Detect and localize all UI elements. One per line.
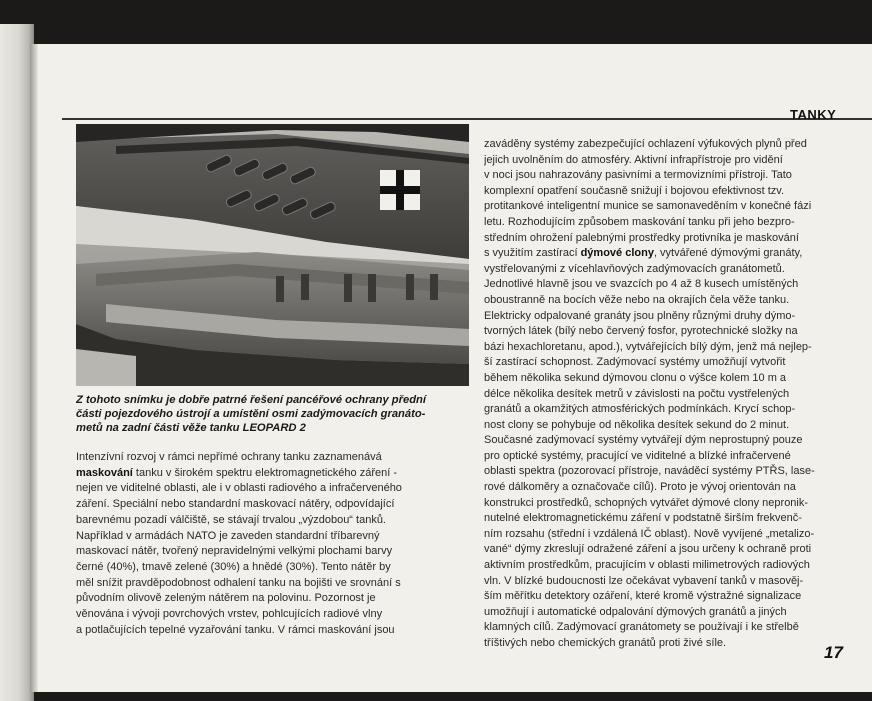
- text-line: nost clony se pohybuje od několika desítek sekund do 2 minut.: [484, 418, 790, 431]
- text-line: pro optické systémy, pracující ve viditelné a blízké infračervené: [484, 449, 791, 462]
- text-line: bázi hexachloretanu, apod.), vytvářejících bílý dým, jenž má nejlep-: [484, 340, 812, 353]
- text-line: umožňují i automatické odpalování dýmových granátů a jiných: [484, 605, 787, 618]
- highlighted-term: maskování: [76, 466, 133, 479]
- text-line: Jednotlivé hlavně jsou ve svazcích po 4 až 8 kusech umístěných: [484, 278, 799, 291]
- iron-cross-emblem: [380, 170, 420, 210]
- text-line: Například v armádách NATO je zaveden standardní tříbarevný: [76, 529, 380, 542]
- text-line: délce několika desítek metrů v závislosti na počtu vystřelených: [484, 387, 790, 400]
- text-line: rové dálkoměry a označovače cílů). Proto je vývoj orientován na: [484, 481, 796, 494]
- text-line: ší zastírací schopnost. Zadýmovací systémy umožňují vytvořit: [484, 356, 786, 369]
- text-line: oblasti spektra (pozorovací přístroje, naváděcí systémy PTŘS, lase-: [484, 465, 815, 478]
- book-binding: [0, 24, 34, 701]
- page-number: 17: [824, 643, 843, 662]
- text-line: záření. Speciální nebo standardní maskovací nátěry, odpovídající: [76, 498, 395, 511]
- text-line: vystřelovanými z vícehlavňových zadýmovacích granátometů.: [484, 262, 785, 275]
- text-line: Současné zadýmovací systémy vytvářejí dým neprostupný pouze: [484, 434, 803, 447]
- tank-photo: [76, 124, 469, 386]
- text-line: konstrukci prostředků, schopných vytvářet dýmové clony nepronik-: [484, 496, 809, 509]
- text-line: ším měřítku detektory ozáření, které kromě výstražné signalizace: [484, 590, 802, 603]
- caption-line: Z tohoto snímku je dobře patrné řešení pancéřové ochrany přední: [76, 394, 426, 406]
- left-column-text: [76, 450, 471, 638]
- text-line: černé (40%), tmavě zelené (30%) a hnědé (30%). Tento nátěr by: [76, 560, 391, 573]
- page-gutter: [30, 44, 38, 692]
- text-line: tvorných látek (bílý nebo červený fosfor, pyrotechnické složky na: [484, 325, 798, 338]
- text-line: vln. V blízké budoucnosti lze očekávat vybavení tanků v masověj-: [484, 574, 804, 587]
- text-line: středním ohrožení palebnými prostředky protivníka je maskování: [484, 231, 799, 244]
- text-line: během několika sekund dýmovou clonu o výšce kolem 10 m a: [484, 371, 787, 384]
- text-line: ním rozsahu (střední i vzdálená IČ oblast). Nově vyvíjené „metalizo-: [484, 527, 815, 540]
- text-line: maskovací nátěr, tvořený nepravidelnými velkými plochami barvy: [76, 545, 393, 558]
- text-line: komplexní opatření současně snižují i bojovou efektivnost tzv.: [484, 184, 785, 197]
- text-line: aktivním prostředkům, pracujícím v oblasti milimetrových radiových: [484, 559, 810, 572]
- text-line: barevnému pozadí válčiště, se stávají trvalou „výzdobou“ tanků.: [76, 513, 386, 526]
- text-line: Elektricky odpalované granáty jsou plněny různými druhy dýmo-: [484, 309, 796, 322]
- text-line: nutelné elektromagnetickému záření v podstatně širším frekvenč-: [484, 512, 802, 525]
- text-line: oboustranně na bocích věže nebo na okrajích čela věže tanku.: [484, 293, 790, 306]
- caption-line: metů na zadní části věže tanku LEOPARD 2: [76, 422, 306, 434]
- text-line: tříštivých nebo chemických granátů proti živé síle.: [484, 637, 727, 649]
- text-line: v noci jsou nahrazovány pasivními a termovizními přístroji. Tato: [484, 169, 792, 182]
- text-line: věnována i vývoji povrchových vrstev, pohlcujících radiové vlny: [76, 608, 383, 621]
- header-rule: [62, 118, 872, 120]
- text-line: měl snížit pravděpodobnost odhalení tanku na bojišti ve srovnání s: [76, 576, 401, 589]
- text-line: a potlačujících tepelné vyzařování tanku. V rámci maskování jsou: [76, 623, 395, 636]
- right-column-text: [484, 137, 860, 652]
- text-line: maskování tanku v širokém spektru elektromagnetického záření -: [76, 466, 397, 479]
- text-line: klamných cílů. Zadýmovací granátomety se používají i ke střelbě: [484, 621, 799, 634]
- text-line: jejich uvolněním do atmosféry. Aktivní infrapřístroje pro vidění: [484, 153, 783, 166]
- caption-line: části pojezdového ústrojí a umístění osmi zadýmovacích granáto-: [76, 408, 426, 420]
- text-line: původním olivově zeleným nátěrem na polovinu. Pozornost je: [76, 592, 376, 605]
- text-line: letu. Rozhodujícím způsobem maskování tanku při jeho bezpro-: [484, 215, 795, 228]
- text-line: s využitím zastírací dýmové clony, vytvářené dýmovými granáty,: [484, 247, 803, 260]
- photo-caption: [76, 393, 471, 435]
- highlighted-term: dýmové clony: [580, 247, 654, 260]
- text-line: nejen ve viditelné oblasti, ale i v oblasti radiového a infračerveného: [76, 482, 402, 495]
- section-title: TANKY: [790, 107, 837, 122]
- text-line: protitankové inteligentní munice se samonaveděním v konečné fázi: [484, 200, 812, 213]
- leopard-2-turret-photo: [76, 124, 469, 386]
- text-line: granátů a okamžitých atmosférických podmínkách. Krycí schop-: [484, 403, 796, 416]
- text-line: Intenzívní rozvoj v rámci nepřímé ochrany tanku zaznamenává: [76, 451, 382, 463]
- text-line: vané“ dýmy zkreslují odražené záření a jsou určeny k ochraně proti: [484, 543, 812, 556]
- text-line: zaváděny systémy zabezpečující ochlazení výfukových plynů před: [484, 138, 807, 150]
